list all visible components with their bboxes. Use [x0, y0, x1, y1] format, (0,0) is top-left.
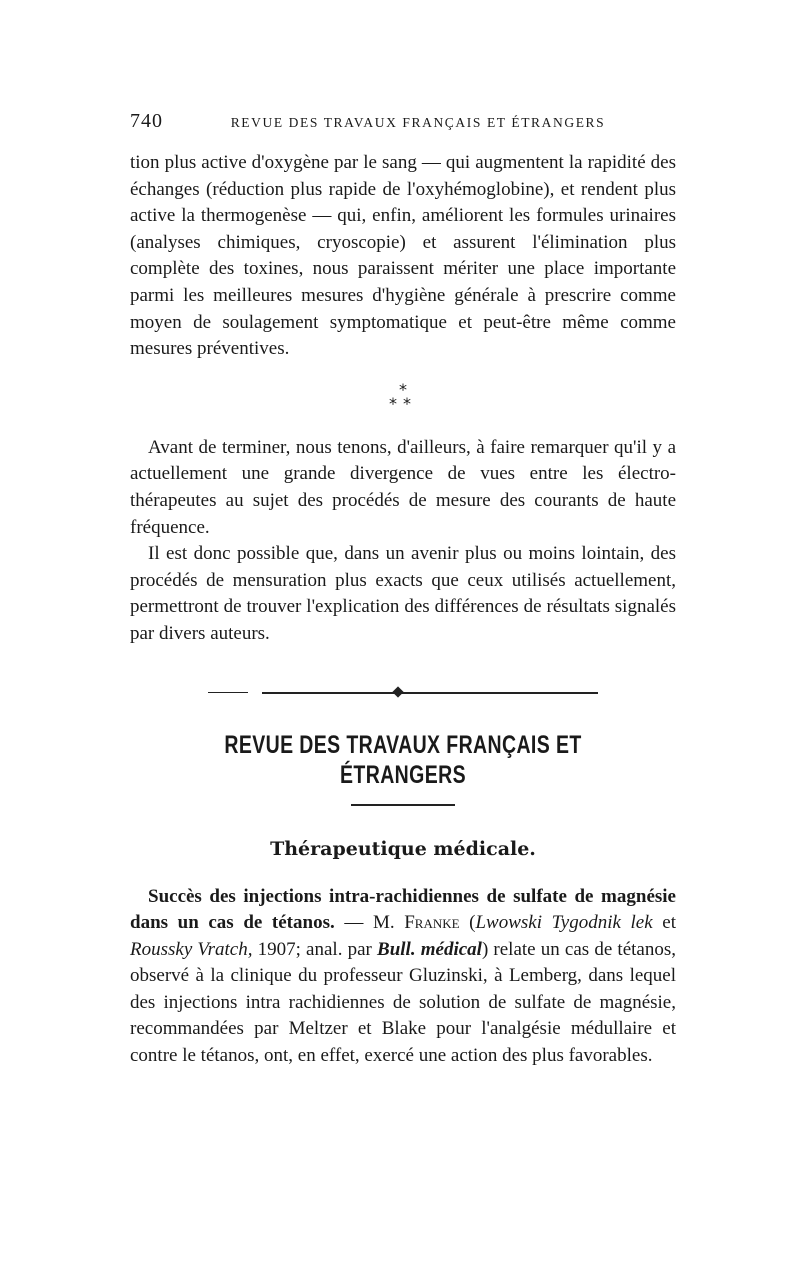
article-body: ) relate un cas de tétanos, observé à la clinique du professeur Gluzinski, à Lemberg, dans lequel des injections intra rachidiennes de solution de sulfate de magnésie, recommandées par Meltzer et Blake pour l'analgésie médullaire et contre le tétanos, ont, en effet, exercé une action des plus favorables.: [130, 938, 676, 1067]
asterism-top: *: [399, 379, 407, 399]
page: [130, 110, 676, 1070]
subsection-heading: Thérapeutique médicale.: [270, 837, 536, 860]
divider-short-segment: [208, 692, 248, 693]
article-author: Franke: [404, 912, 460, 934]
article-and: et: [652, 912, 676, 934]
paragraph-final: Il est donc possible que, dans un avenir plus ou moins lointain, des procédés de mensuration plus exacts que ceux utilisés actuellement, permettront de trouver l'explication des différences de résultats signalés par divers auteurs.: [130, 543, 676, 644]
article-source-2: Roussky Vratch,: [130, 938, 253, 960]
article-source-3: Bull. médical: [377, 938, 482, 960]
article-paragraph: [130, 884, 676, 1070]
asterism-separator: [130, 379, 676, 413]
running-title: REVUE DES TRAVAUX FRANÇAIS ET ÉTRANGERS: [230, 115, 606, 130]
running-head: [130, 110, 676, 144]
asterism-bottom: **: [389, 393, 417, 413]
divider-long-segment: [262, 692, 598, 694]
article-open-paren: (: [459, 912, 476, 934]
divider-diamond-icon: [392, 686, 403, 697]
article-dash: — M.: [334, 912, 405, 934]
page-number: 740: [130, 110, 163, 132]
heading-underline: [351, 804, 455, 806]
article-title: Succès des injections intra-rachidiennes de sulfate de magnésie dans un cas de tétanos.: [130, 885, 676, 934]
paragraph-conclusion: Avant de terminer, nous tenons, d'ailleurs, à faire remarquer qu'il y a actuellement une grande divergence de vues entre les électro-thérapeutes au sujet des procédés de mesure des courants de haute fréquence.: [130, 436, 676, 538]
article-source-1: Lwowski Tygodnik lek: [475, 912, 653, 934]
article-year: 1907; anal. par: [252, 938, 378, 960]
section-heading: REVUE DES TRAVAUX FRANÇAIS ET ÉTRANGERS: [224, 730, 582, 789]
section-divider: [208, 686, 598, 700]
paragraph-continuation: tion plus active d'oxygène par le sang — qui augmentent la rapidité des échanges (réduction plus rapide de l'oxyhémoglobine), et rendent plus active la thermogenèse — qui, enfin, améliorent les formules urinaires (analyses chimiques, cryoscopie) et assurent l'élimination plus complète des toxines, nous paraissent mériter une place importante parmi les meilleures mesures d'hygiène générale à prescrire comme moyen de soulagement symptomatique et peut-être même comme mesures préventives.: [130, 152, 676, 360]
